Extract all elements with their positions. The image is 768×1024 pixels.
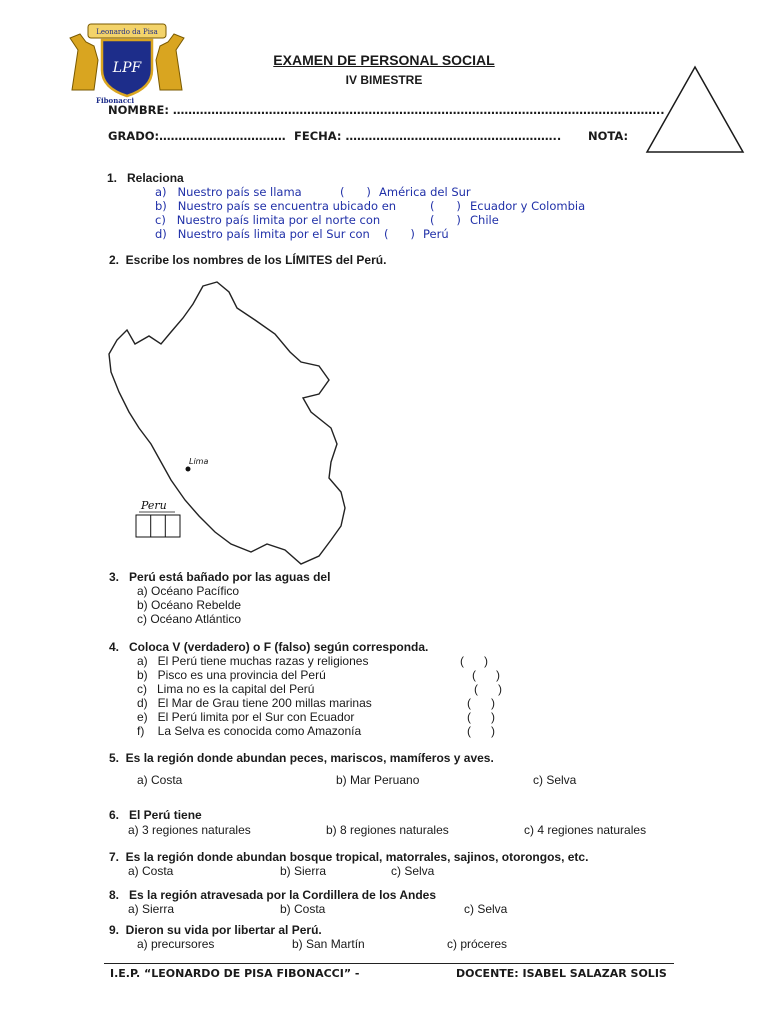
grade-triangle[interactable]: [645, 65, 745, 155]
q1-paren-a[interactable]: ( ): [340, 185, 371, 199]
q1-item-b: b) Nuestro país se encuentra ubicado en: [155, 199, 397, 213]
q1-item-a: a) Nuestro país se llama: [155, 185, 302, 199]
peru-label: Peru: [141, 499, 167, 512]
footer-teacher: DOCENTE: ISABEL SALAZAR SOLIS: [456, 967, 667, 980]
q1-option-c: Chile: [470, 213, 499, 227]
q4-paren-b[interactable]: ( ): [472, 668, 500, 682]
peru-outline: [109, 282, 345, 564]
q6-title: 6. El Perú tiene: [109, 808, 202, 822]
q4-paren-e[interactable]: ( ): [467, 710, 495, 724]
q7-option-b: b) Sierra: [280, 864, 327, 878]
q4-paren-d[interactable]: ( ): [467, 696, 495, 710]
q1-item-d: d) Nuestro país limita por el Sur con: [155, 227, 370, 241]
q4-item-e: e) El Perú limita por el Sur con Ecuador: [137, 710, 355, 724]
q3-option-a: a) Océano Pacífico: [137, 584, 240, 598]
q7-title: 7. Es la región donde abundan bosque tropical, matorrales, sajinos, otorongos, etc.: [109, 850, 589, 864]
exam-title: EXAMEN DE PERSONAL SOCIAL: [273, 52, 495, 68]
q8-option-c: c) Selva: [464, 902, 508, 916]
q4-title: 4. Coloca V (verdadero) o F (falso) según corresponda.: [109, 640, 429, 654]
q3-title: 3. Perú está bañado por las aguas del: [109, 570, 331, 584]
grado-field[interactable]: GRADO:……………………………: [108, 129, 286, 143]
q6-option-c: c) 4 regiones naturales: [524, 823, 647, 837]
q7-option-a: a) Costa: [128, 864, 174, 878]
logo-banner-text: Leonardo da Pisa: [96, 28, 158, 36]
q8-option-b: b) Costa: [280, 902, 326, 916]
q9-option-c: c) próceres: [447, 937, 508, 951]
lima-dot: [186, 467, 191, 472]
q9-option-b: b) San Martín: [292, 937, 365, 951]
nombre-field[interactable]: NOMBRE: ………………………………………………………………………………………………………………..: [108, 103, 665, 117]
q1-option-d: Perú: [423, 227, 449, 241]
logo-initials: LPF: [112, 60, 142, 76]
q2-title: 2. Escribe los nombres de los LÍMITES del Perú.: [109, 253, 387, 267]
q1-paren-d[interactable]: ( ): [384, 227, 415, 241]
q3-option-b: b) Océano Rebelde: [137, 598, 242, 612]
nota-label: NOTA:: [588, 129, 629, 143]
lima-label: Lima: [189, 457, 209, 466]
q4-paren-c[interactable]: ( ): [474, 682, 502, 696]
footer-school: I.E.P. “LEONARDO DE PISA FIBONACCI” -: [110, 967, 360, 980]
q4-paren-a[interactable]: ( ): [460, 654, 488, 668]
q1-paren-c[interactable]: ( ): [430, 213, 461, 227]
q5-title: 5. Es la región donde abundan peces, mariscos, mamíferos y aves.: [109, 751, 494, 765]
q1-paren-b[interactable]: ( ): [430, 199, 461, 213]
footer-divider: [104, 963, 674, 964]
flag-icon: [136, 515, 180, 537]
q9-title: 9. Dieron su vida por libertar al Perú.: [109, 923, 322, 937]
logo-bottom-text: Fibonacci: [96, 96, 135, 104]
q9-option-a: a) precursores: [137, 937, 215, 951]
q4-item-c: c) Lima no es la capital del Perú: [137, 682, 315, 696]
q8-title: 8. Es la región atravesada por la Cordillera de los Andes: [109, 888, 437, 902]
q5-option-c: c) Selva: [533, 773, 577, 787]
q5-option-a: a) Costa: [137, 773, 183, 787]
q4-paren-f[interactable]: ( ): [467, 724, 495, 738]
q6-option-a: a) 3 regiones naturales: [128, 823, 251, 837]
q4-item-b: b) Pisco es una provincia del Perú: [137, 668, 326, 682]
q6-option-b: b) 8 regiones naturales: [326, 823, 449, 837]
peru-map: [105, 278, 365, 578]
q4-item-d: d) El Mar de Grau tiene 200 millas marinas: [137, 696, 372, 710]
q5-option-b: b) Mar Peruano: [336, 773, 420, 787]
q4-item-a: a) El Perú tiene muchas razas y religiones: [137, 654, 369, 668]
q1-option-b: Ecuador y Colombia: [470, 199, 586, 213]
q3-option-c: c) Océano Atlántico: [137, 612, 242, 626]
exam-subtitle: IV BIMESTRE: [345, 73, 423, 87]
q1-title: 1. Relaciona: [107, 171, 184, 185]
q4-item-f: f) La Selva es conocida como Amazonía: [137, 724, 362, 738]
fecha-field[interactable]: FECHA: ………………………………………………..: [294, 129, 562, 143]
q8-option-a: a) Sierra: [128, 902, 175, 916]
q1-item-c: c) Nuestro país limita por el norte con: [155, 213, 381, 227]
q1-option-a: América del Sur: [379, 185, 471, 199]
q7-option-c: c) Selva: [391, 864, 435, 878]
